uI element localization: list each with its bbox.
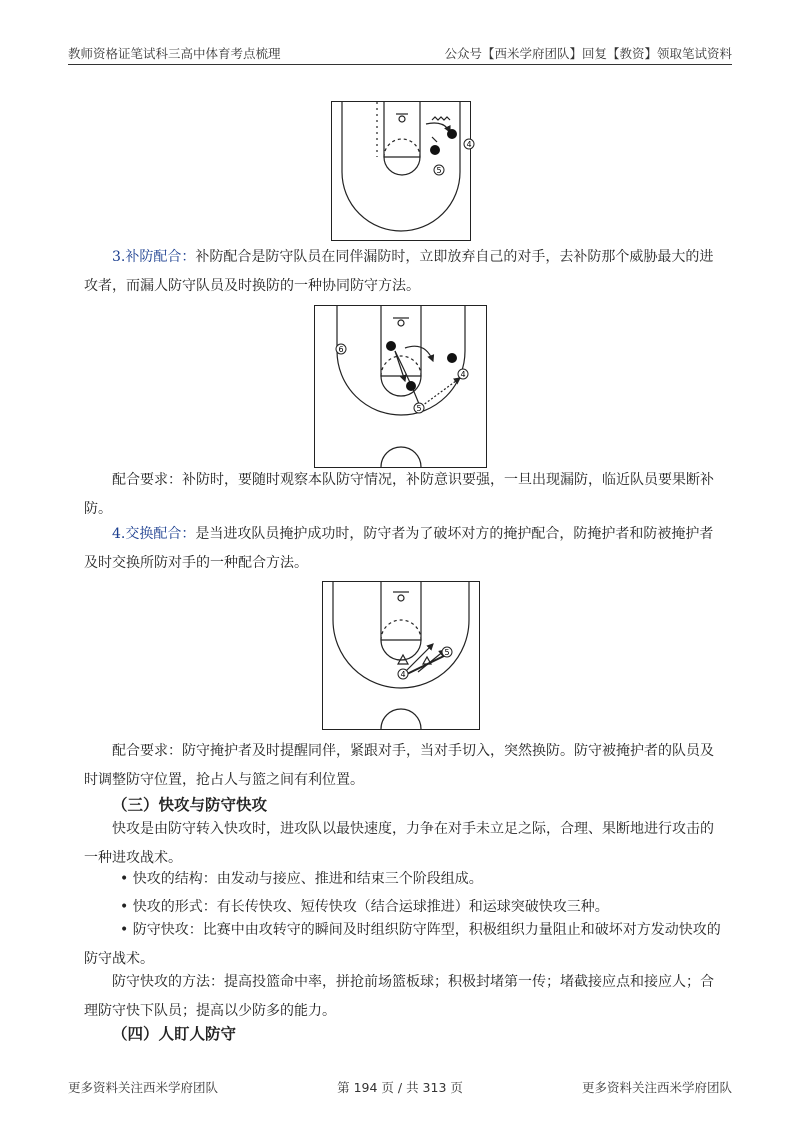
paragraph-fast-break-definition: 快攻是由防守转入快攻时，进攻队以最快速度，力争在对手未立足之际，合理、果断地进行攻击的一种进攻战术。 bbox=[84, 821, 714, 866]
paragraph-fast-break-defense-methods: 防守快攻的方法：提高投篮命中率，拼抢前场篮板球；积极封堵第一传；堵截接应点和接应人；合理防守快下队员；提高以少防多的能力。 bbox=[84, 974, 714, 1019]
paragraph-body: 是当进攻队员掩护成功时，防守者为了破坏对方的掩护配合，防掩护者和防被掩护者及时交换所防对手的一种配合方法。 bbox=[84, 526, 714, 571]
diagram2-label-6: 6 bbox=[338, 345, 344, 354]
diagram2-label-5: 5 bbox=[416, 404, 422, 413]
paragraph-lead: 3.补防配合： bbox=[112, 249, 196, 265]
paragraph-help-requirements: 配合要求：补防时，要随时观察本队防守情况，补防意识要强，一旦出现漏防，临近队员要果断补防。 bbox=[84, 472, 714, 517]
bullet-fast-break-structure: • 快攻的结构：由发动与接应、推进和结束三个阶段组成。 bbox=[120, 871, 483, 887]
footer-right: 更多资料关注西米学府团队 bbox=[581, 1080, 732, 1095]
paragraph-body: 补防配合是防守队员在同伴漏防时，立即放弃自己的对手，去补防那个威胁最大的进攻者，而漏人防守队员及时换防的一种协同防守方法。 bbox=[84, 249, 714, 294]
page-header bbox=[68, 42, 732, 65]
bullet-fast-break-defense: • 防守快攻：比赛中由攻转守的瞬间及时组织防守阵型，积极组织力量阻止和破坏对方发动快攻的防守战术。 bbox=[84, 922, 721, 967]
paragraph-switch-defense bbox=[84, 520, 722, 578]
section-heading-fast-break: （三）快攻与防守快攻 bbox=[112, 796, 268, 814]
diagram1-label-5: 5 bbox=[436, 166, 442, 175]
paragraph-switch-requirements: 配合要求：防守掩护者及时提醒同伴，紧跟对手，当对手切入，突然换防。防守被掩护者的队员及时调整防守位置，抢占人与篮之间有利位置。 bbox=[84, 743, 714, 788]
diagram-switch-defense-top bbox=[331, 101, 471, 241]
paragraph-lead: 4.交换配合： bbox=[112, 526, 196, 542]
header-left-title: 教师资格证笔试科三高中体育考点梳理 bbox=[68, 46, 281, 61]
paragraph-help-defense bbox=[84, 243, 722, 301]
footer-page-number: 第 194 页 / 共 313 页 bbox=[337, 1080, 463, 1095]
diagram3-label-4: 4 bbox=[400, 670, 406, 679]
diagram2-label-4: 4 bbox=[460, 370, 466, 379]
bullet-fast-break-forms: • 快攻的形式：有长传快攻、短传快攻（结合运球推进）和运球突破快攻三种。 bbox=[120, 899, 609, 915]
section-heading-man-to-man: （四）人盯人防守 bbox=[112, 1025, 237, 1043]
diagram-screen-switch bbox=[322, 581, 480, 730]
diagram3-label-5: 5 bbox=[444, 648, 450, 657]
diagram1-label-4: 4 bbox=[466, 140, 472, 149]
header-right-note: 公众号【西米学府团队】回复【教资】领取笔试资料 bbox=[444, 46, 732, 61]
diagram-help-defense bbox=[314, 305, 487, 468]
footer-left: 更多资料关注西米学府团队 bbox=[68, 1080, 219, 1095]
